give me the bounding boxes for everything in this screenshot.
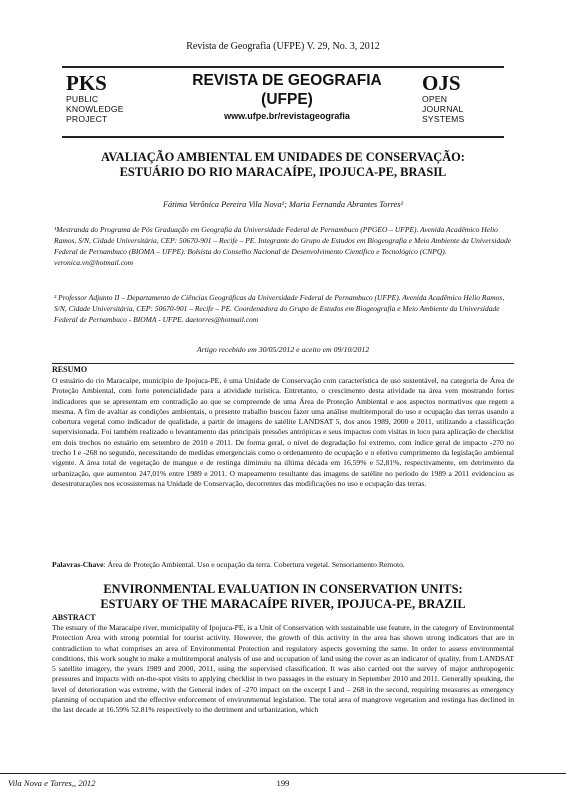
footer-divider — [0, 773, 566, 774]
pks-logo-text: PKS — [66, 71, 107, 95]
pks-line-2: KNOWLEDGE — [66, 104, 124, 114]
title-en-line-1: ENVIRONMENTAL EVALUATION IN CONSERVATION UNITS: — [103, 582, 463, 596]
ojs-logo-text: OJS — [422, 71, 461, 95]
pks-line-1: PUBLIC — [66, 94, 99, 104]
ojs-line-1: OPEN — [422, 94, 448, 104]
ojs-line-3: SYSTEMS — [422, 114, 465, 124]
abstract-heading: ABSTRACT — [52, 613, 96, 622]
keywords-text: : Área de Proteção Ambiental. Uso e ocupação da terra. Cobertura vegetal. Sensoriamento Remoto. — [103, 560, 405, 569]
article-title-pt — [30, 150, 536, 180]
page-number: 199 — [276, 778, 290, 788]
resumo-heading: RESUMO — [52, 365, 88, 374]
keywords — [52, 560, 514, 569]
resumo-body: O estuário do rio Maracaípe, município de Ipojuca-PE, é uma Unidade de Conservação com característica de uso sustentável, na categoria de Área de Proteção Ambiental, com forte potencialidade para a atividade turística. Entretanto, o crescimento desta atividade na área vem mostrando fortes indicadores que se apresentam em contradição ao que se compreende de uma Área de Proteção Ambiental e aos aspectos normativos que regem a mesma. A fim de avaliar as condições ambientais, o presente trabalho buscou fazer uma análise multitemporal do uso e ocupação das terras usando a cobertura vegetal como indicador de qualidade, a partir de imagens de satélite LANDSAT 5, dos anos 1989, 2000 e 2011, utilizando a classificação supervisionada. Foi também realizado o levantamento das principais pressões antrópicas e seus impactos com visitas in loco para aplicação de checklist em dois trechos no estuário em setembro de 2010 e 2011. De forma geral, o nível de degradação foi extremo, com índice geral de impacto -270 no trecho I e -268 no segundo, necessitando de medidas emergenciais como o ordenamento de ocupação e o efetivo cumprimento da legislação ambiental vigente. A área total de vegetação de mangue e de restinga diminuiu na última década em 16,59% e 52,81%, respectivamente, em detrimento da urbanização, que aumentou 247,01% entre 1989 e 2011. O mapeamento resultante das imagens de satélite no período de 1989 a 2011 evidenciou as desestruturações nos ecossistemas na Unidade de Conservação, decorrentes das modificações no uso e ocupação das terras. — [52, 376, 514, 488]
affiliation-1: ¹Mestranda do Programa de Pós Graduação em Geografia da Universidade Federal de Pernambuco (PPGEO – UFPE). Avenida Acadêmico Helio Ramos, S/N, Cidade Universitária, CEP: 50670-901 – Recife – PE. Integrante do Grupo de Estudos em Biogeografia e Meio Ambiente da Universidade Federal de Pernambuco (BIOMA – UFPE). Bolsista do Conselho Nacional de Desenvolvimento Científico e Tecnológico (CNPQ). veronica.vn@hotmail.com — [54, 225, 512, 267]
received-date: Artigo recebido em 30/05/2012 e aceito em 09/10/2012 — [196, 345, 370, 354]
title-pt-line-1: AVALIAÇÃO AMBIENTAL EM UNIDADES DE CONSERVAÇÃO: — [101, 150, 465, 164]
ojs-logo — [422, 72, 504, 124]
journal-citation: Revista de Geografia (UFPE) V. 29, No. 3, 2012 — [186, 41, 380, 52]
title-pt-line-2: ESTUÁRIO DO RIO MARACAÍPE, IPOJUCA-PE, BRASIL — [119, 165, 447, 179]
pks-logo — [66, 72, 156, 124]
article-title-en — [30, 582, 536, 612]
journal-title: REVISTA DE GEOGRAFIA — [192, 72, 382, 89]
affiliation-2: ² Professor Adjunto II – Departamento de Ciências Geográficas da Universidade Federal de Pernambuco (UFPE). Avenida Acadêmico Helio Ramos, S/N, Cidade Universitária, CEP: 50670-901 – Recife – PE. Coordenadora do Grupo de Estudos em Biogeografia e Meio Ambiente da Universidade Federal de Pernambuco - BIOMA - UFPE. daetorres@hotmail.com — [54, 293, 505, 324]
pks-line-3: PROJECT — [66, 114, 108, 124]
footer-citation: Vila Nova e Torres,, 2012 — [8, 778, 96, 788]
journal-subtitle: (UFPE) — [261, 91, 313, 108]
title-en-line-2: ESTUARY OF THE MARACAÍPE RIVER, IPOJUCA-PE, BRAZIL — [100, 597, 466, 611]
divider — [52, 363, 514, 364]
abstract-body: The estuary of the Maracaípe river, municipality of Ipojuca-PE, is a Unit of Conservation with sustainable use feature, in the category of Environmental Protection Area with strong potential for tourist activity. However, the growth of this activity in the area has shown strong indicators that are in contradiction to what comprises an area of Environmental Protection and regulatory aspects governing the same. In order to assess environmental conditions, this work sought to make a multitemporal analysis of use and occupation of land using the cover as an indicator of quality, from LANDSAT 5 satellite imagery, the years 1989 and 2000, 2011, using the supervised classification. It was also carried out the survey of major anthropogenic pressures and impacts with on-the-spot visits to applying checklist in two passages in the estuary in September 2010 and 2011. Generally speaking, the level of deterioration was extreme, with the General index of -270 impact on the excerpt I and – 268 in the second, requiring measures as emergency planning of occupation and the effective enforcement of environmental legislation. The total area of mangrove vegetation and restinga has declined in the last decade at 16.59% 52.81% respectively to the detriment and urbanization, which — [52, 623, 514, 715]
journal-url: www.ufpe.br/revistageografia — [224, 111, 350, 121]
keywords-label: Palavras-Chave — [52, 560, 104, 569]
masthead — [62, 66, 504, 138]
journal-title-block — [172, 72, 402, 123]
ojs-line-2: JOURNAL — [422, 104, 464, 114]
authors: Fátima Verônica Pereira Vila Nova¹; Maria Fernanda Abrantes Torres² — [162, 200, 404, 209]
